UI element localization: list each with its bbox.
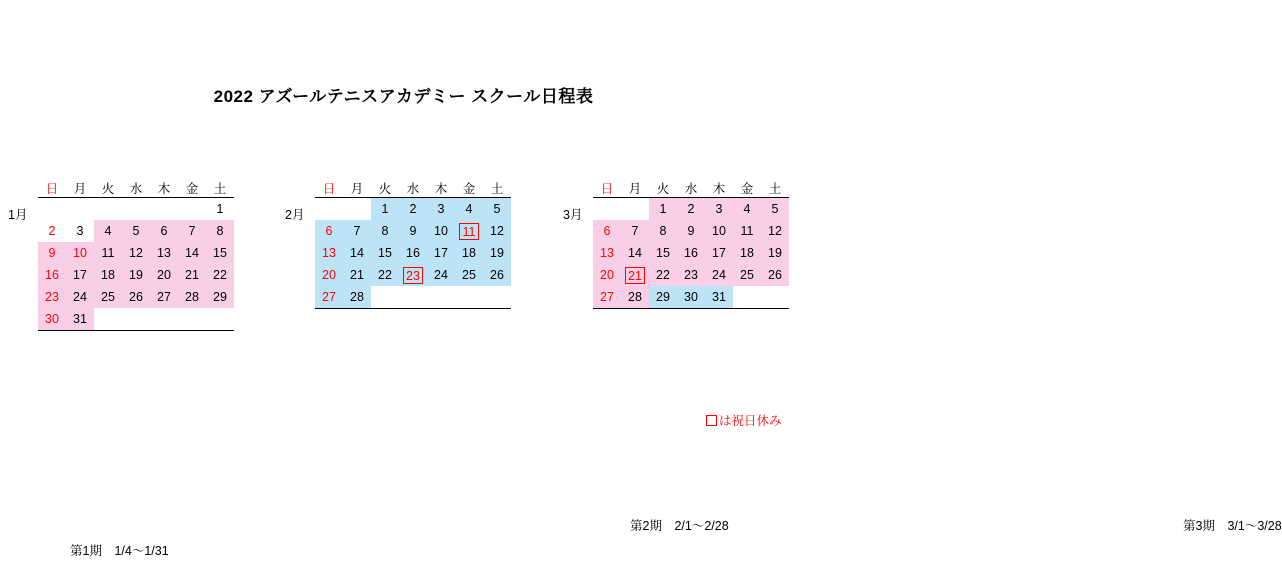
day-cell-empty xyxy=(399,286,427,309)
weekday-header-tue: 火 xyxy=(94,178,122,198)
day-cell[interactable]: 7 xyxy=(621,220,649,242)
day-cell-empty xyxy=(94,308,122,331)
week-row xyxy=(315,242,511,264)
day-cell-empty xyxy=(455,286,483,309)
day-cell-empty xyxy=(621,198,649,221)
day-cell-empty xyxy=(178,308,206,331)
day-cell[interactable]: 28 xyxy=(621,286,649,309)
day-cell[interactable]: 26 xyxy=(761,264,789,286)
weekday-header-sat: 土 xyxy=(483,178,511,198)
weekday-header-fri: 金 xyxy=(178,178,206,198)
week-row xyxy=(593,286,789,309)
weekday-header-thu: 木 xyxy=(150,178,178,198)
day-cell[interactable]: 4 xyxy=(94,220,122,242)
day-cell[interactable]: 25 xyxy=(455,264,483,286)
day-cell[interactable]: 15 xyxy=(371,242,399,264)
day-cell[interactable]: 22 xyxy=(206,264,234,286)
weekday-header-sat: 土 xyxy=(761,178,789,198)
day-cell[interactable]: 25 xyxy=(94,286,122,308)
day-cell[interactable]: 11 xyxy=(94,242,122,264)
day-cell[interactable]: 3 xyxy=(76,224,84,238)
day-cell[interactable]: 14 xyxy=(343,242,371,264)
day-cell[interactable]: 13 xyxy=(315,242,343,264)
weekday-header-row xyxy=(315,178,511,198)
week-row xyxy=(315,198,511,221)
day-cell[interactable]: 16 xyxy=(38,264,66,286)
day-cell[interactable]: 9 xyxy=(399,220,427,242)
day-cell[interactable]: 19 xyxy=(483,242,511,264)
day-cell[interactable]: 12 xyxy=(761,220,789,242)
day-cell[interactable]: 17 xyxy=(427,242,455,264)
weekday-header-row xyxy=(593,178,789,198)
day-cell[interactable]: 27 xyxy=(150,286,178,308)
day-cell[interactable]: 25 xyxy=(733,264,761,286)
day-cell-empty xyxy=(315,198,343,221)
day-cell-empty xyxy=(66,198,94,221)
weekday-header-wed: 水 xyxy=(399,178,427,198)
week-row xyxy=(38,264,234,286)
day-cell-empty xyxy=(593,198,621,221)
day-cell-empty xyxy=(427,286,455,309)
term-label-2: 第2期 2/1～2/28 xyxy=(630,519,729,533)
month-grid-2 xyxy=(315,178,511,309)
day-cell[interactable]: 10 xyxy=(66,242,94,264)
week-row xyxy=(315,286,511,309)
day-cell[interactable]: 6 xyxy=(150,220,178,242)
day-cell[interactable]: 16 xyxy=(677,242,705,264)
day-cell[interactable]: 17 xyxy=(66,264,94,286)
day-cell[interactable] xyxy=(621,264,649,286)
day-cell-empty xyxy=(122,198,150,221)
term-label-3: 第3期 3/1～3/28 xyxy=(1183,519,1282,533)
day-cell-empty xyxy=(150,308,178,331)
day-cell[interactable]: 14 xyxy=(621,242,649,264)
day-cell[interactable]: 15 xyxy=(206,242,234,264)
holiday-day: 21 xyxy=(625,267,645,284)
week-row xyxy=(593,264,789,286)
weekday-header-tue: 火 xyxy=(371,178,399,198)
day-cell[interactable]: 18 xyxy=(94,264,122,286)
day-cell[interactable]: 22 xyxy=(649,264,677,286)
day-cell[interactable]: 2 xyxy=(677,198,705,221)
weekday-header-thu: 木 xyxy=(705,178,733,198)
day-cell[interactable]: 4 xyxy=(455,198,483,221)
day-cell[interactable]: 19 xyxy=(122,264,150,286)
day-cell[interactable]: 1 xyxy=(371,198,399,221)
weekday-header-mon: 月 xyxy=(343,178,371,198)
day-cell[interactable]: 24 xyxy=(66,286,94,308)
day-cell[interactable]: 4 xyxy=(733,198,761,221)
day-cell[interactable]: 20 xyxy=(315,264,343,286)
day-cell[interactable]: 23 xyxy=(38,286,66,308)
weekday-header-mon: 月 xyxy=(621,178,649,198)
weekday-header-tue: 火 xyxy=(649,178,677,198)
weekday-header-sat: 土 xyxy=(206,178,234,198)
weekday-header-wed: 水 xyxy=(677,178,705,198)
day-cell[interactable]: 20 xyxy=(150,264,178,286)
day-cell[interactable]: 26 xyxy=(122,286,150,308)
day-cell-empty xyxy=(206,308,234,331)
day-cell[interactable]: 24 xyxy=(705,264,733,286)
day-cell[interactable]: 6 xyxy=(315,220,343,242)
day-cell[interactable]: 31 xyxy=(705,286,733,309)
weekday-header-wed: 水 xyxy=(122,178,150,198)
day-cell[interactable]: 2 xyxy=(48,224,56,238)
week-row xyxy=(593,198,789,221)
day-cell[interactable]: 5 xyxy=(483,198,511,221)
month-grid-3 xyxy=(593,178,789,309)
day-cell[interactable]: 17 xyxy=(705,242,733,264)
day-cell[interactable]: 1 xyxy=(649,198,677,221)
term-label-1: 第1期 1/4～1/31 xyxy=(70,544,169,558)
day-cell[interactable]: 3 xyxy=(427,198,455,221)
day-cell[interactable]: 9 xyxy=(38,242,66,264)
day-cell[interactable]: 29 xyxy=(206,286,234,308)
day-cell-empty xyxy=(483,286,511,309)
weekday-header-sun: 日 xyxy=(315,178,343,198)
day-cell[interactable] xyxy=(399,264,427,286)
week-row xyxy=(38,198,234,221)
day-cell[interactable]: 21 xyxy=(178,264,206,286)
day-cell-empty xyxy=(122,308,150,331)
day-cell[interactable]: 28 xyxy=(343,286,371,309)
day-cell[interactable]: 10 xyxy=(427,220,455,242)
day-cell[interactable]: 28 xyxy=(178,286,206,308)
day-cell[interactable]: 9 xyxy=(677,220,705,242)
page-title: 2022 アズールテニスアカデミー スクール日程表 xyxy=(213,87,594,106)
day-cell[interactable]: 13 xyxy=(150,242,178,264)
day-cell[interactable]: 18 xyxy=(733,242,761,264)
day-cell[interactable]: 2 xyxy=(399,198,427,221)
day-cell[interactable]: 16 xyxy=(399,242,427,264)
day-cell[interactable]: 8 xyxy=(371,220,399,242)
month-label-1: 1月 xyxy=(8,208,28,222)
day-cell-empty xyxy=(371,286,399,309)
day-cell-empty xyxy=(343,198,371,221)
day-cell[interactable]: 8 xyxy=(206,220,234,242)
week-row xyxy=(38,308,234,331)
day-cell[interactable]: 21 xyxy=(343,264,371,286)
month-grid-1 xyxy=(38,178,234,331)
day-cell[interactable]: 14 xyxy=(178,242,206,264)
day-cell[interactable]: 7 xyxy=(178,220,206,242)
day-cell[interactable]: 26 xyxy=(483,264,511,286)
day-cell-empty xyxy=(150,198,178,221)
weekday-header-sun: 日 xyxy=(593,178,621,198)
weekday-header-fri: 金 xyxy=(455,178,483,198)
day-cell[interactable]: 27 xyxy=(593,286,621,309)
day-cell[interactable]: 12 xyxy=(122,242,150,264)
day-cell[interactable] xyxy=(455,220,483,242)
day-cell-empty xyxy=(38,198,66,221)
day-cell[interactable]: 13 xyxy=(593,242,621,264)
day-cell[interactable]: 24 xyxy=(427,264,455,286)
week-row xyxy=(593,220,789,242)
day-cell[interactable]: 19 xyxy=(761,242,789,264)
day-cell[interactable]: 12 xyxy=(483,220,511,242)
week-row xyxy=(315,220,511,242)
week-row xyxy=(38,242,234,264)
day-cell[interactable]: 3 xyxy=(705,198,733,221)
day-cell[interactable]: 1 xyxy=(216,202,224,216)
day-cell-empty xyxy=(733,286,761,309)
weekday-header-sun: 日 xyxy=(38,178,66,198)
weekday-header-row xyxy=(38,178,234,198)
holiday-day: 23 xyxy=(403,267,423,284)
day-cell[interactable]: 5 xyxy=(761,198,789,221)
month-body-3 xyxy=(593,198,789,309)
day-cell[interactable]: 15 xyxy=(649,242,677,264)
day-cell[interactable]: 30 xyxy=(38,308,66,331)
day-cell-empty xyxy=(178,198,206,221)
day-cell[interactable]: 10 xyxy=(705,220,733,242)
day-cell[interactable]: 5 xyxy=(122,220,150,242)
legend-text: は祝日休み xyxy=(719,414,782,428)
month-body-2 xyxy=(315,198,511,309)
weekday-header-mon: 月 xyxy=(66,178,94,198)
day-cell-empty xyxy=(94,198,122,221)
day-cell[interactable]: 30 xyxy=(677,286,705,309)
weekday-header-fri: 金 xyxy=(733,178,761,198)
day-cell[interactable]: 6 xyxy=(593,220,621,242)
month-label-3: 3月 xyxy=(563,208,583,222)
day-cell-empty xyxy=(761,286,789,309)
day-cell[interactable]: 7 xyxy=(343,220,371,242)
day-cell[interactable]: 23 xyxy=(677,264,705,286)
month-body-1 xyxy=(38,198,234,331)
day-cell[interactable]: 11 xyxy=(733,220,761,242)
week-row xyxy=(38,286,234,308)
legend-holiday xyxy=(706,411,782,429)
day-cell[interactable]: 27 xyxy=(315,286,343,309)
week-row xyxy=(38,220,234,242)
day-cell[interactable]: 8 xyxy=(649,220,677,242)
week-row xyxy=(315,264,511,286)
day-cell[interactable]: 29 xyxy=(649,286,677,309)
month-label-2: 2月 xyxy=(285,208,305,222)
calendar-month-1 xyxy=(8,178,234,558)
week-row xyxy=(593,242,789,264)
day-cell[interactable]: 31 xyxy=(66,308,94,331)
day-cell[interactable]: 20 xyxy=(593,264,621,286)
day-cell[interactable]: 18 xyxy=(455,242,483,264)
weekday-header-thu: 木 xyxy=(427,178,455,198)
day-cell[interactable]: 22 xyxy=(371,264,399,286)
square-icon xyxy=(706,415,717,426)
holiday-day: 11 xyxy=(459,223,479,240)
